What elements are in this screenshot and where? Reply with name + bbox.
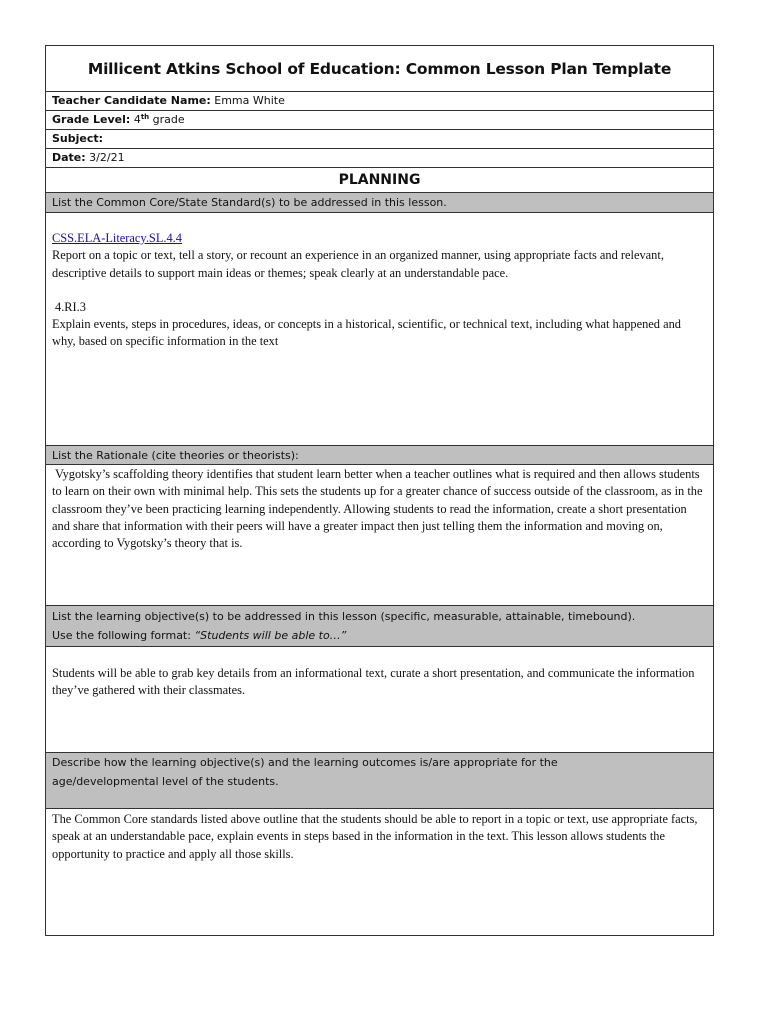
objectives-prompt xyxy=(46,606,713,647)
date-row xyxy=(46,149,713,168)
appropriate-prompt: Describe how the learning objective(s) and the learning outcomes is/are appropriate for the age/developmental level of the students. xyxy=(46,753,713,809)
objectives-prompt-line1: List the learning objective(s) to be addressed in this lesson (specific, measurable, attainable, timebound). xyxy=(52,610,636,623)
subject-row xyxy=(46,130,713,149)
grade-level-suffix: th xyxy=(140,113,150,121)
standard-link[interactable]: CSS.ELA-Literacy.SL.4.4 xyxy=(52,231,182,245)
standard2-code: 4.RI.3 xyxy=(55,299,86,314)
appropriate-text: The Common Core standards listed above outline that the students should be able to report in a topic or text, use appropriate facts, speak at an understandable pace, explain events in steps based in the information in the text. This lesson allows students the opportunity to practice and apply all those skills. xyxy=(52,812,698,861)
grade-level-label: Grade Level: xyxy=(52,113,131,126)
standards-prompt: List the Common Core/State Standard(s) to be addressed in this lesson. xyxy=(46,193,713,213)
document-title: Millicent Atkins School of Education: Common Lesson Plan Template xyxy=(46,46,713,92)
objectives-section xyxy=(46,647,713,753)
planning-heading: PLANNING xyxy=(46,168,713,193)
standards-section xyxy=(46,213,713,446)
standard1-text: Report on a topic or text, tell a story, or recount an experience in an organized manner, using appropriate facts and relevant, descriptive details to support main ideas or themes; speak clearly at an understandable pace. xyxy=(52,248,664,280)
grade-level-row xyxy=(46,111,713,130)
rationale-section xyxy=(46,465,713,606)
teacher-name-value: Emma White xyxy=(214,94,285,107)
date-label: Date: xyxy=(52,151,86,164)
teacher-name-row xyxy=(46,92,713,111)
appropriate-section xyxy=(46,809,713,936)
standard2-text: Explain events, steps in procedures, ideas, or concepts in a historical, scientific, or technical text, including what happened and why, based on specific information in the text xyxy=(52,317,681,349)
grade-level-word: grade xyxy=(152,113,185,126)
subject-label: Subject: xyxy=(52,132,104,145)
rationale-prompt: List the Rationale (cite theories or theorists): xyxy=(46,446,713,465)
teacher-name-label: Teacher Candidate Name: xyxy=(52,94,211,107)
objectives-format-example: “Students will be able to…” xyxy=(194,629,347,642)
grade-level-number: 4 xyxy=(133,113,141,126)
objectives-format-prefix: Use the following format: xyxy=(52,629,195,642)
objectives-format-line xyxy=(52,626,713,645)
rationale-text: Vygotsky’s scaffolding theory identifies that student learn better when a teacher outlines what is required and then allows students to learn on their own with minimal help. This sets the students up for a greater chance of success outside of the classroom, as in the classroom they’ve been practicing learning independently. Allowing students to read the information, create a short presentation and share that information with their peers will have a greater impact then just telling them the information and moving on, according to Vygotsky’s theory that is. xyxy=(52,467,703,551)
lesson-plan-document xyxy=(45,45,714,936)
date-value: 3/2/21 xyxy=(89,151,125,164)
objectives-text: Students will be able to grab key details from an informational text, curate a short presentation, and communicate the information they’ve gathered with their classmates. xyxy=(52,666,695,698)
